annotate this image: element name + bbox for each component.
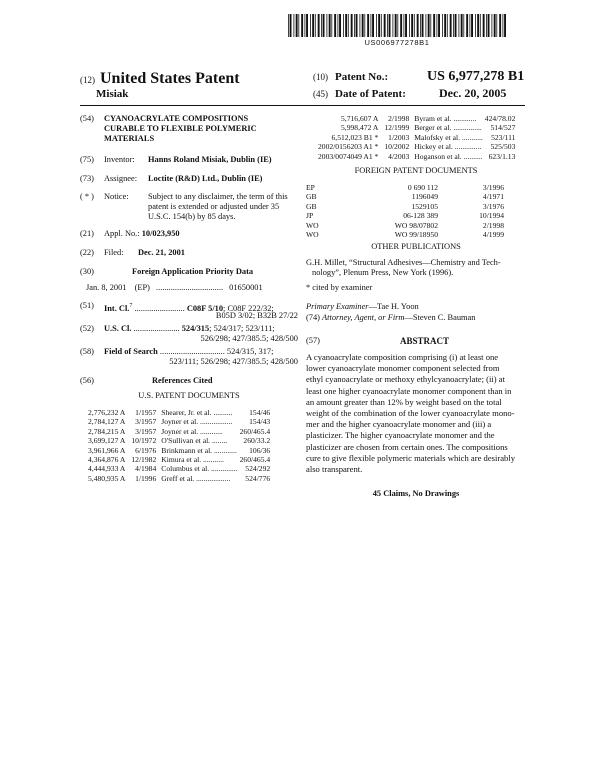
- patent-date: Dec. 20, 2005: [439, 86, 507, 100]
- doc-date: 10/1972: [131, 436, 157, 446]
- doc-class: 525/503: [490, 142, 516, 152]
- doc-number: 0 690 112: [407, 183, 438, 192]
- us-doc-row: [88, 446, 270, 455]
- doc-date: 1/1996: [135, 473, 157, 483]
- abstract-line: weight of the combination of the lower cyanoacrylate mono-: [306, 408, 515, 419]
- references-heading: References Cited: [152, 376, 213, 385]
- abstract-line: A cyanoacrylate composition comprising (i) at least one: [306, 352, 499, 362]
- references-code: (56): [80, 376, 94, 385]
- page-title: United States Patent: [100, 70, 240, 87]
- doc-name: Brinkmann et al. ............: [161, 445, 237, 455]
- inventor-short: Misiak: [96, 88, 129, 100]
- inventor-value: Hanns Roland Misiak, Dublin (IE): [148, 155, 272, 164]
- doc-number: 1196049: [411, 192, 438, 202]
- doc-class: 260/33.2: [243, 436, 271, 446]
- uscl-main: 524/315: [181, 324, 210, 333]
- doc-date: 3/1996: [482, 183, 504, 192]
- abstract-line: cure to give flexible polymeric materials which are desirably: [306, 452, 516, 463]
- doc-number: 06-128 389: [403, 211, 438, 221]
- us-doc-row: [88, 436, 270, 445]
- doc-class: 260/465.4: [239, 455, 271, 465]
- notice-text: [148, 192, 298, 223]
- doc-class: 424/78.02: [484, 114, 516, 123]
- primary-examiner-label: Primary Examiner: [306, 302, 369, 311]
- us-docs-heading: U.S. PATENT DOCUMENTS: [138, 391, 240, 400]
- doc-number: 2,784,215 A: [88, 426, 126, 436]
- abstract-text: [306, 352, 526, 475]
- doc-number: 3,699,127 A: [88, 436, 126, 446]
- title-line: CURABLE TO FLEXIBLE POLYMERIC: [104, 124, 257, 134]
- abstract-line: an amount greater than 12% by weight based on the total: [306, 396, 502, 407]
- doc-number: 1529105: [411, 201, 438, 211]
- doc-country: JP: [306, 211, 314, 221]
- doc-date: 10/2002: [384, 142, 410, 152]
- doc-date: 3/1976: [482, 201, 504, 211]
- attorney-value: —Steven C. Bauman: [404, 313, 476, 322]
- patent-number: US 6,977,278 B1: [427, 69, 525, 84]
- doc-name: O'Sullivan et al. ........: [161, 436, 228, 446]
- doc-number: 5,998,472 A: [341, 123, 379, 133]
- intcl-main: C08F 5/10: [186, 303, 224, 313]
- doc-name: Joyner et al. ............: [161, 426, 223, 436]
- doc-number: 2,784,127 A: [88, 417, 126, 427]
- notice-line: U.S.C. 154(b) by 85 days.: [148, 212, 236, 222]
- priority-row: [86, 283, 298, 293]
- filed-code: (22): [80, 248, 94, 257]
- foreign-doc-row: [306, 230, 504, 239]
- doc-class: 154/43: [249, 417, 271, 427]
- inventor-code: (75): [80, 155, 94, 164]
- doc-date: 10/1994: [479, 211, 504, 221]
- uscl-rest: ; 524/317; 523/111;: [209, 324, 275, 333]
- doc-number: 5,480,935 A: [88, 473, 126, 483]
- priority-heading: Foreign Application Priority Data: [132, 267, 254, 276]
- abstract-line: mer and the higher cyanoacrylate monomer and (iii) a: [306, 419, 492, 430]
- us-doc-row: [318, 142, 515, 151]
- doc-date: 12/1982: [131, 455, 157, 465]
- doc-number: 4,364,876 A: [88, 455, 126, 465]
- doc-number: 6,512,023 B1 *: [331, 132, 379, 142]
- abstract-header: [306, 336, 526, 346]
- us-docs-table-right: [318, 114, 515, 161]
- us-doc-row: [88, 417, 270, 426]
- priority-code: (30): [80, 267, 94, 276]
- title-line: CYANOACRYLATE COMPOSITIONS: [104, 114, 249, 123]
- other-pubs-heading: OTHER PUBLICATIONS: [371, 242, 461, 251]
- foreign-doc-row: [306, 221, 504, 230]
- doc-country: WO: [306, 230, 319, 240]
- doc-number: 2,776,232 A: [88, 408, 126, 417]
- doc-country: WO: [306, 220, 319, 230]
- abstract-line: least one higher cyanoacrylate monomer component than in: [306, 385, 512, 396]
- intcl-sup: 7: [129, 303, 133, 309]
- patent-number-row: [313, 69, 524, 85]
- doc-name: Columbus et al. ..............: [161, 464, 238, 474]
- foreign-docs-table: [306, 183, 504, 239]
- doc-name: Greff et al. ..................: [161, 473, 231, 483]
- date-label: Date of Patent:: [335, 88, 406, 100]
- title-code: (54): [80, 114, 94, 123]
- title-line: MATERIALS: [104, 134, 155, 144]
- cited-note: * cited by examiner: [306, 283, 373, 292]
- doc-date: 3/1957: [135, 426, 157, 436]
- doc-country: GB: [306, 192, 317, 202]
- doc-number: 5,716,607 A: [341, 114, 379, 123]
- inventor-label: Inventor:: [104, 155, 135, 164]
- doc-class: 623/1.13: [488, 151, 516, 161]
- date-row: [313, 86, 506, 101]
- us-doc-row: [88, 455, 270, 464]
- barcode-number: US006977278B1: [364, 38, 430, 47]
- foreign-doc-row: [306, 192, 504, 201]
- doc-name: Hickey et al. ..............: [414, 142, 482, 152]
- notice-label: Notice:: [104, 192, 129, 201]
- intcl-dots: ........................: [134, 303, 185, 313]
- doc-number: 4,444,933 A: [88, 464, 126, 474]
- uscl-label: U.S. Cl.: [104, 324, 132, 333]
- abstract-line: ethyl cyanoacrylate or methoxy ethylcyanoacrylate; (ii) at: [306, 374, 505, 385]
- abstract-line: lower cyanoacrylate monomer component selected from: [306, 363, 500, 374]
- appl-code: (21): [80, 229, 94, 238]
- notice-line: Subject to any disclaimer, the term of this: [148, 192, 288, 201]
- intcl-code: (51): [80, 301, 94, 310]
- attorney-label: Attorney, Agent, or Firm: [322, 313, 405, 322]
- doc-date: 4/1984: [135, 464, 157, 474]
- doc-date: 2/1998: [482, 220, 504, 230]
- doc-date: 6/1976: [135, 445, 157, 455]
- assignee-code: (73): [80, 174, 94, 183]
- intcl-line2: B05D 3/02; B32B 27/22: [215, 311, 298, 320]
- patent-type: [80, 70, 240, 88]
- intcl-rest: ; C08F 222/32;: [223, 303, 274, 313]
- primary-examiner: [306, 302, 526, 312]
- us-doc-row: [88, 464, 270, 473]
- doc-class: 524/292: [245, 464, 271, 474]
- search-label: Field of Search: [104, 347, 158, 356]
- doc-date: 1/1957: [135, 408, 157, 417]
- doc-class: 523/111: [491, 132, 516, 142]
- invention-title: [104, 114, 304, 145]
- us-doc-row: [88, 474, 270, 483]
- us-doc-row: [318, 123, 515, 132]
- appl-label: Appl. No.:: [104, 229, 140, 238]
- us-docs-table-left: [88, 408, 270, 483]
- notice-line: patent is extended or adjusted under 35: [148, 202, 280, 212]
- type-code: (12): [80, 75, 95, 85]
- filed-value: Dec. 21, 2001: [138, 248, 185, 257]
- doc-class: 106/36: [249, 445, 271, 455]
- search-code: (58): [80, 347, 94, 356]
- doc-class: 260/465.4: [239, 426, 271, 436]
- doc-date: 2/1998: [388, 114, 410, 123]
- patent-no-label: Patent No.:: [335, 71, 389, 83]
- appl-value: 10/023,950: [141, 229, 180, 238]
- us-doc-row: [318, 133, 515, 142]
- header-rule: [80, 105, 525, 106]
- abstract-code: (57): [306, 336, 320, 345]
- search-dots: ...............................: [159, 347, 225, 356]
- foreign-doc-row: [306, 183, 504, 192]
- doc-number: 2002/0156203 A1 *: [318, 142, 379, 152]
- doc-class: 154/46: [249, 408, 271, 417]
- priority-number: 01650001: [229, 283, 263, 292]
- uscl-code: (52): [80, 324, 94, 333]
- doc-date: 12/1999: [384, 123, 410, 133]
- doc-date: 4/1999: [482, 230, 504, 240]
- doc-country: GB: [306, 201, 317, 211]
- doc-number: WO 98/07802: [394, 220, 438, 230]
- doc-name: Byram et al. ............: [414, 114, 477, 123]
- uscl-line2: 526/298; 427/385.5; 428/500: [200, 334, 298, 343]
- doc-date: 4/2003: [388, 151, 410, 161]
- doc-class: 524/776: [245, 473, 271, 483]
- doc-country: EP: [306, 183, 315, 192]
- priority-date: Jan. 8, 2001: [86, 283, 127, 292]
- doc-date: 1/2003: [388, 132, 410, 142]
- priority-country: (EP): [134, 283, 150, 292]
- notice-code: ( * ): [80, 192, 94, 201]
- claims-summary: 45 Claims, No Drawings: [372, 489, 460, 498]
- doc-name: Kimura et al. ...........: [161, 455, 224, 465]
- priority-dots: ................................: [156, 283, 224, 292]
- attorney: [306, 313, 526, 323]
- doc-number: WO 99/18950: [394, 230, 438, 240]
- doc-date: 4/1971: [482, 192, 504, 202]
- doc-name: Malofsky et al. ...........: [414, 132, 483, 142]
- us-doc-row: [318, 114, 515, 123]
- doc-name: Shearer, Jr. et al. ..........: [161, 408, 233, 417]
- patent-no-code: (10): [313, 72, 328, 82]
- other-pub-line: G.H. Millet, “Structural Adhesives—Chemistry and Tech-: [306, 258, 501, 267]
- date-code: (45): [313, 89, 328, 99]
- intcl-label: Int. Cl.: [104, 303, 130, 313]
- uscl-dots: ......................: [133, 324, 180, 333]
- doc-name: Berger et al. ...............: [414, 123, 482, 133]
- doc-name: Joyner et al. .................: [161, 417, 233, 427]
- barcode: [288, 14, 506, 37]
- doc-number: 2003/0074049 A1 *: [318, 151, 379, 161]
- primary-examiner-value: —Tae H. Yoon: [368, 302, 419, 311]
- abstract-line: plasticizer. The higher cyanoacrylate monomer and the: [306, 430, 495, 441]
- other-pubs: [306, 258, 526, 278]
- search-line2: 523/111; 526/298; 427/385.5; 428/500: [169, 357, 298, 366]
- attorney-code: (74): [306, 313, 320, 322]
- us-doc-row: [88, 408, 270, 417]
- foreign-docs-heading: FOREIGN PATENT DOCUMENTS: [354, 166, 478, 175]
- abstract-line: also transparent.: [306, 464, 363, 475]
- doc-number: 3,961,966 A: [88, 445, 126, 455]
- foreign-doc-row: [306, 202, 504, 211]
- doc-date: 3/1957: [135, 417, 157, 427]
- us-doc-row: [88, 427, 270, 436]
- search-rest: 524/315, 317;: [226, 347, 274, 356]
- us-doc-row: [318, 152, 515, 161]
- abstract-heading: ABSTRACT: [400, 336, 450, 346]
- abstract-line: plasticizer are chosen from certain ones. The compositions: [306, 441, 508, 452]
- doc-class: 514/527: [490, 123, 516, 133]
- assignee-value: Loctite (R&D) Ltd., Dublin (IE): [148, 174, 263, 183]
- other-pub-line: nology”, Plenum Press, New York (1996).: [312, 268, 454, 278]
- foreign-doc-row: [306, 211, 504, 220]
- filed-label: Filed:: [104, 248, 124, 257]
- doc-name: Hoganson et al. ..........: [414, 151, 483, 161]
- assignee-label: Assignee:: [104, 174, 138, 183]
